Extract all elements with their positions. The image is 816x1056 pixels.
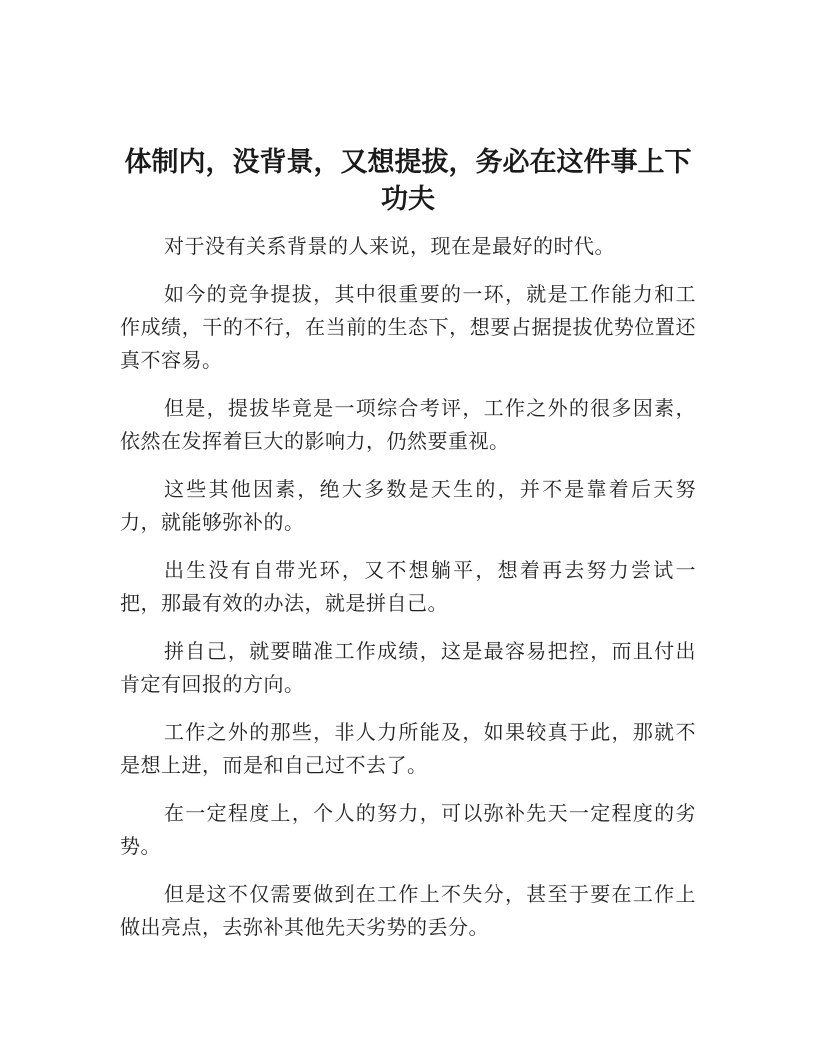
document-body [120, 230, 696, 959]
paragraph: 如今的竞争提拔，其中很重要的一环，就是工作能力和工作成绩，干的不行，在当前的生态下，想要占据提拔优势位置还真不容易。 [120, 282, 696, 372]
document-title: 体制内，没背景，又想提拔，务必在这件事上下功夫 [124, 147, 692, 215]
paragraph: 对于没有关系背景的人来说，现在是最好的时代。 [164, 234, 615, 258]
paragraph: 在一定程度上，个人的努力，可以弥补先天一定程度的劣势。 [120, 801, 696, 858]
paragraph: 这些其他因素，绝大多数是天生的，并不是靠着后天努力，就能够弥补的。 [120, 477, 696, 534]
paragraph: 工作之外的那些，非人力所能及，如果较真于此，那就不是想上进，而是和自己过不去了。 [120, 720, 696, 777]
paragraph: 但是，提拔毕竟是一项综合考评，工作之外的很多因素，依然在发挥着巨大的影响力，仍然要重视。 [120, 396, 696, 453]
paragraph: 但是这不仅需要做到在工作上不失分，甚至于要在工作上做出亮点，去弥补其他先天劣势的丢分。 [120, 882, 696, 939]
paragraph: 拼自己，就要瞄准工作成绩，这是最容易把控，而且付出肯定有回报的方向。 [120, 639, 696, 696]
paragraph: 出生没有自带光环，又不想躺平，想着再去努力尝试一把，那最有效的办法，就是拼自己。 [120, 558, 696, 615]
